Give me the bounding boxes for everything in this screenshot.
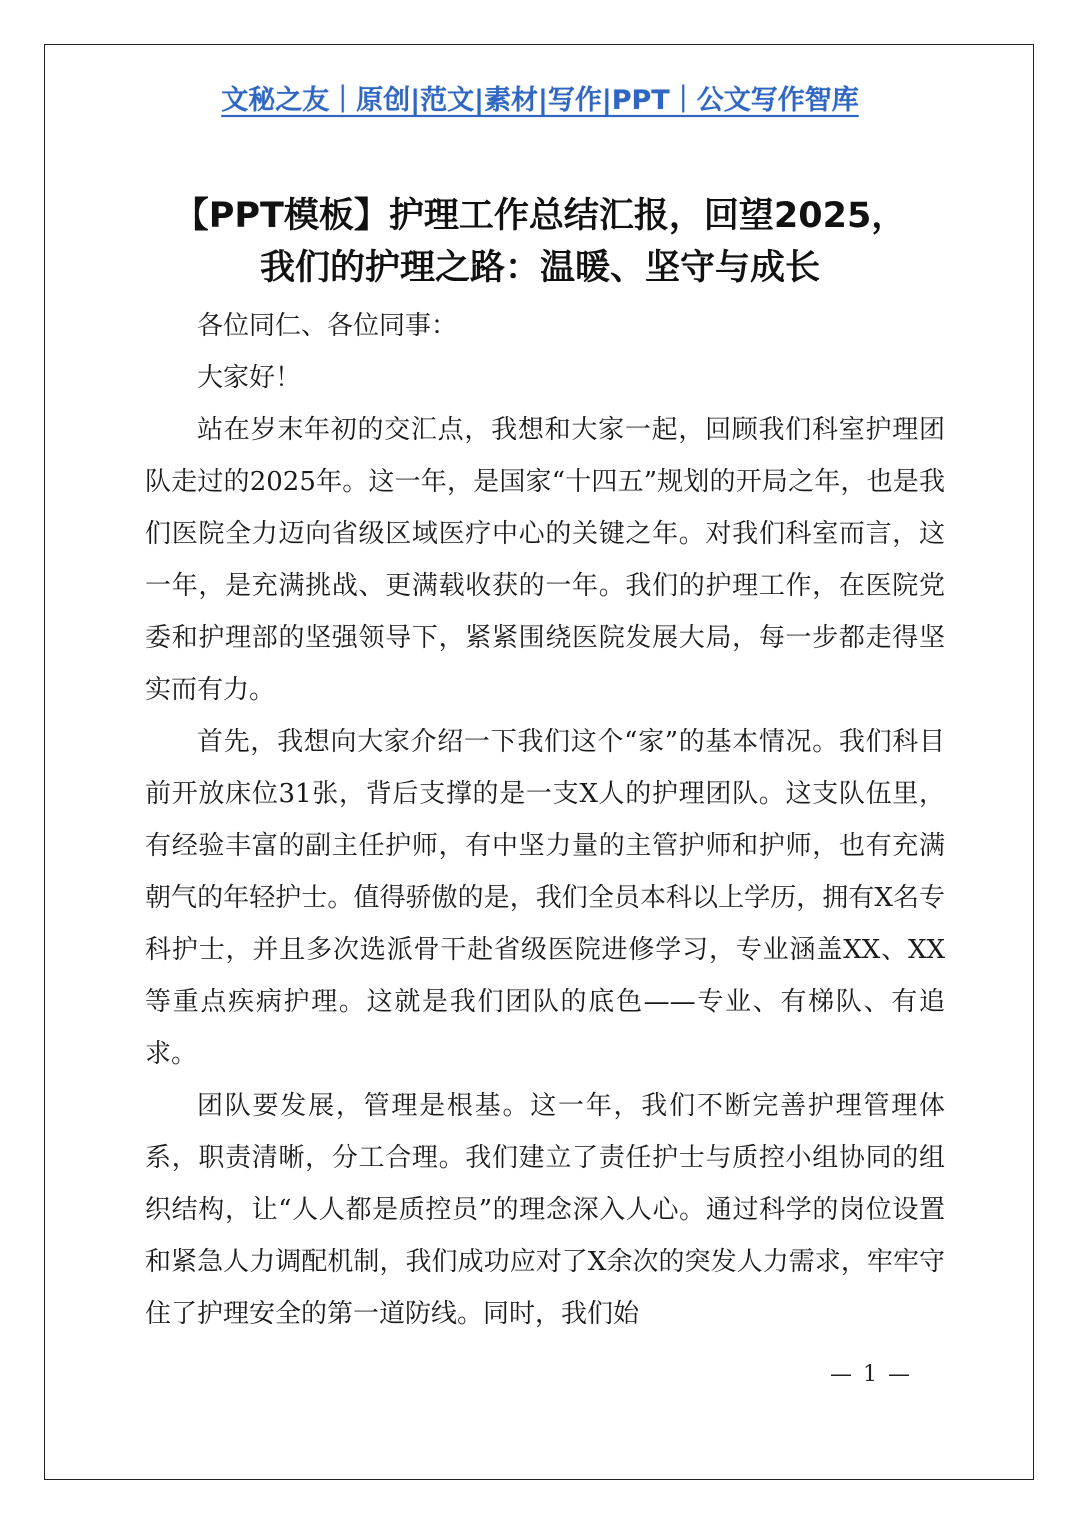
document-title-line-1: 【PPT模板】护理工作总结汇报，回望2025， xyxy=(173,196,907,236)
body-paragraph: 团队要发展，管理是根基。这一年，我们不断完善护理管理体系，职责清晰，分工合理。我们建立了责任护士与质控小组协同的组织结构，让“人人都是质控员”的理念深入人心。通过科学的岗位设置和紧急人力调配机制，我们成功应对了X余次的突发人力需求，牢牢守住了护理安全的第一道防线。同时，我们始 xyxy=(145,1091,945,1329)
page-number: — 1 — xyxy=(830,1362,912,1387)
body-paragraph: 站在岁末年初的交汇点，我想和大家一起，回顾我们科室护理团队走过的2025年。这一年，是国家“十四五”规划的开局之年，也是我们医院全力迈向省级区域医疗中心的关键之年。对我们科室而言，这一年，是充满挑战、更满载收获的一年。我们的护理工作，在医院党委和护理部的坚强领导下，紧紧围绕医院发展大局，每一步都走得坚实而有力。 xyxy=(145,415,945,705)
document-title-line-2: 我们的护理之路：温暖、坚守与成长 xyxy=(259,248,820,288)
header-banner-link[interactable]: 文秘之友｜原创|范文|素材|写作|PPT｜公文写作智库 xyxy=(221,85,859,116)
document-body xyxy=(145,300,945,1340)
body-paragraph: 首先，我想向大家介绍一下我们这个“家”的基本情况。我们科目前开放床位31张，背后支撑的是一支X人的护理团队。这支队伍里，有经验丰富的副主任护师，有中坚力量的主管护师和护师，也有充满朝气的年轻护士。值得骄傲的是，我们全员本科以上学历，拥有X名专科护士，并且多次选派骨干赴省级医院进修学习，专业涵盖XX、XX等重点疾病护理。这就是我们团队的底色——专业、有梯队、有追求。 xyxy=(145,727,945,1069)
greeting: 大家好！ xyxy=(197,363,302,393)
salutation: 各位同仁、各位同事： xyxy=(197,311,458,341)
document-title xyxy=(100,190,980,294)
